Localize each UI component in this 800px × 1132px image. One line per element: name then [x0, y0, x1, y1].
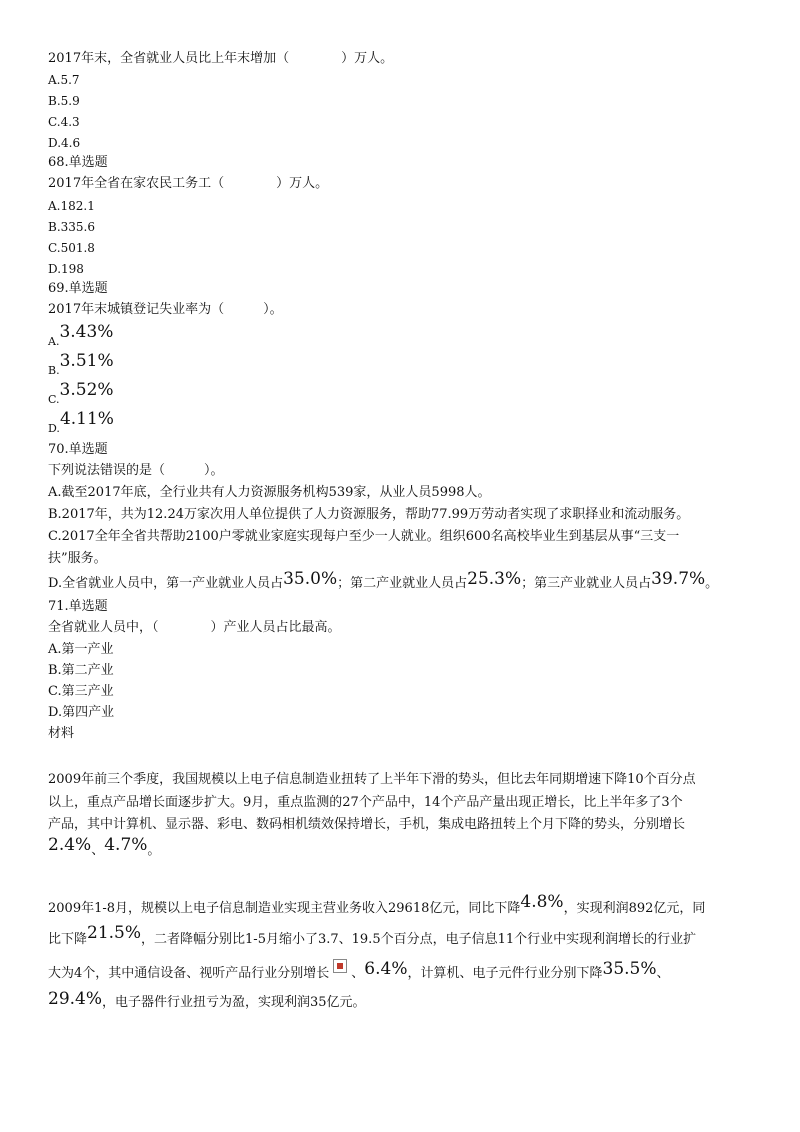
material-label: 材料	[48, 726, 75, 741]
para2-line3-text-2: ，计算机、电子元件行业分别下降	[407, 966, 603, 981]
q69-option-c-letter: C.	[48, 393, 60, 406]
q70-option-d-text-1: D.全省就业人员中，第一产业就业人员占	[48, 576, 284, 591]
para2-line2-text-1: 比下降	[48, 932, 88, 947]
q68-option-c: C.501.8	[48, 241, 95, 255]
q71-option-a: A.第一产业	[48, 642, 114, 657]
para2-line3-sep-1: 、	[351, 966, 365, 981]
q70-option-c-line1: C.2017全年全省共帮助2100户零就业家庭实现每户至少一人就业。组织600名高校毕业生到基层从事“三支一	[48, 529, 680, 544]
q69-option-d-value: 4.11%	[59, 409, 114, 429]
para2-line4-text: ，电子器件行业扭亏为盈，实现利润35亿元。	[102, 995, 366, 1010]
q70-option-a: A.截至2017年底，全行业共有人力资源服务机构539家，从业人员5998人。	[48, 485, 491, 500]
para2-line1-value: 4.8%	[520, 892, 564, 912]
q71-option-d: D.第四产业	[48, 705, 115, 720]
q70-option-c-line2: 扶”服务。	[48, 551, 107, 566]
q70-stem: 下列说法错误的是（ ）。	[48, 463, 224, 478]
para1-line3: 产品，其中计算机、显示器、彩电、数码相机绩效保持增长，手机，集成电路扭转上个月下降的势头，分别增长	[48, 817, 686, 832]
q70-option-d-value-2: 25.3%	[467, 569, 522, 589]
q67-option-c: C.4.3	[48, 115, 80, 129]
q69-option-a-value: 3.43%	[59, 322, 114, 342]
q70-option-d-value-1: 35.0%	[283, 569, 338, 589]
q71-stem: 全省就业人员中，（ ）产业人员占比最高。	[48, 620, 341, 635]
q67-stem: 2017年末，全省就业人员比上年末增加（ ）万人。	[48, 51, 394, 66]
q70-option-d-text-2: ；第二产业就业人员占	[337, 576, 468, 591]
para2-line2-text-2: ，二者降幅分别比1-5月缩小了3.7、19.5个百分点，电子信息11个行业中实现利润增长的行业扩	[141, 932, 697, 947]
para2-line3-sep-2: 、	[656, 966, 670, 981]
q70-option-d-text-4: 。	[705, 576, 719, 591]
q68-header: 68.单选题	[48, 155, 108, 170]
q69-option-a-letter: A.	[48, 335, 60, 348]
q69-option-d-letter: D.	[48, 422, 60, 435]
q71-option-b: B.第二产业	[48, 663, 114, 678]
para2-line3-value-2: 35.5%	[602, 959, 657, 979]
q69-option-b-value: 3.51%	[59, 351, 114, 371]
para2-line1-text-2: ，实现利润892亿元，同	[563, 901, 706, 916]
q67-option-b: B.5.9	[48, 94, 80, 108]
q68-option-d: D.198	[48, 262, 84, 276]
para1-line4	[48, 836, 160, 860]
q70-option-d-text-3: ；第三产业就业人员占	[521, 576, 652, 591]
para1-value-2: 4.7%	[104, 835, 148, 855]
para1-line1: 2009年前三个季度，我国规模以上电子信息制造业扭转了上半年下滑的势头，但比去年同期增速下降10个百分点	[48, 772, 696, 787]
q67-option-d: D.4.6	[48, 136, 81, 150]
para2-line2-value: 21.5%	[87, 923, 142, 943]
para1-line2: 以上，重点产品增长面逐步扩大。9月，重点监测的27个产品中，14个产品产量出现正增长，比上半年多了3个	[48, 795, 683, 810]
para2-line3-value-1: 6.4%	[364, 959, 408, 979]
q69-option-d	[48, 410, 114, 438]
q70-option-d-value-3: 39.7%	[651, 569, 706, 589]
q68-stem: 2017年全省在家农民工务工（ ）万人。	[48, 176, 329, 191]
q69-option-c	[48, 381, 114, 409]
q68-option-b: B.335.6	[48, 220, 95, 234]
q69-header: 69.单选题	[48, 281, 108, 296]
q67-option-a: A.5.7	[48, 73, 80, 87]
q70-option-d	[48, 570, 718, 593]
para2-line1	[48, 893, 705, 918]
para2-line1-text-1: 2009年1-8月，规模以上电子信息制造业实现主营业务收入29618亿元，同比下降	[48, 901, 521, 916]
para2-line4-value: 29.4%	[48, 989, 103, 1009]
para2-line3-text-1: 大为4个，其中通信设备、视听产品行业分别增长	[48, 966, 330, 981]
q69-option-b	[48, 352, 114, 380]
q69-stem: 2017年末城镇登记失业率为（ ）。	[48, 302, 283, 317]
q71-option-c: C.第三产业	[48, 684, 114, 699]
para2-line2	[48, 924, 696, 949]
q71-header: 71.单选题	[48, 599, 108, 614]
q70-header: 70.单选题	[48, 442, 108, 457]
q69-option-b-letter: B.	[48, 364, 60, 377]
q70-option-b: B.2017年，共为12.24万家次用人单位提供了人力资源服务，帮助77.99万劳动者实现了求职择业和流动服务。	[48, 507, 690, 522]
q69-option-a	[48, 323, 113, 351]
para2-line3	[48, 959, 670, 983]
para1-value-1: 2.4%	[48, 835, 92, 855]
broken-image-icon	[333, 959, 347, 973]
q69-option-c-value: 3.52%	[59, 380, 114, 400]
para2-line4	[48, 990, 366, 1012]
para1-separator: 、	[91, 843, 105, 858]
para1-end: 。	[147, 843, 161, 858]
q68-option-a: A.182.1	[48, 199, 95, 213]
